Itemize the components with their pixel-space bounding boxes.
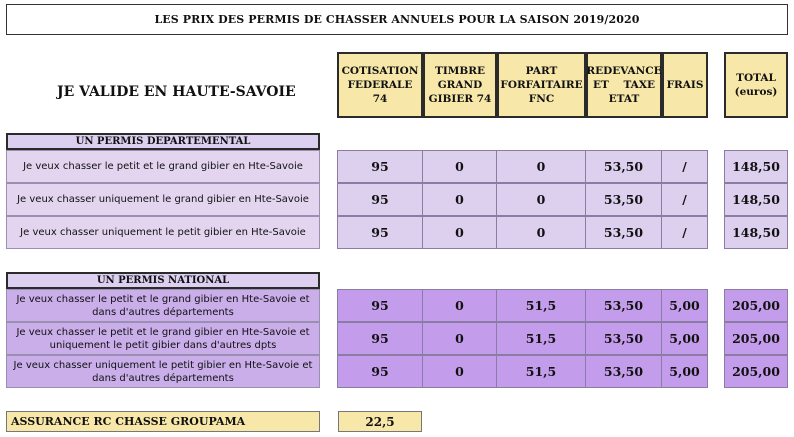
header-total (724, 52, 788, 118)
cell-timbre: 0 (423, 216, 497, 249)
row-description-line: dans d'autres départements (92, 306, 234, 318)
cell-part: 51,5 (497, 355, 586, 388)
header-line: GRAND (437, 79, 483, 91)
assurance-label: ASSURANCE RC CHASSE GROUPAMA (6, 411, 320, 432)
cell-redevance: 53,50 (586, 355, 662, 388)
cell-total: 148,50 (724, 183, 788, 216)
assurance-value: 22,5 (338, 411, 422, 432)
cell-redevance: 53,50 (586, 216, 662, 249)
header-line: TIMBRE (435, 65, 485, 77)
cell-total: 205,00 (724, 355, 788, 388)
cell-cotisation: 95 (337, 355, 423, 388)
row-description (6, 183, 320, 216)
row-description-line: uniquement le petit gibier dans d'autres dpts (49, 339, 277, 351)
header-line: (euros) (734, 86, 778, 98)
header-line: FNC (528, 93, 555, 105)
header-cotisation (337, 52, 423, 118)
cell-timbre: 0 (423, 322, 497, 355)
header-frais (662, 52, 708, 118)
cell-total: 205,00 (724, 322, 788, 355)
row-description (6, 289, 320, 322)
cell-part: 51,5 (497, 289, 586, 322)
header-line: ET TAXE (593, 79, 655, 91)
cell-timbre: 0 (423, 355, 497, 388)
cell-timbre: 0 (423, 183, 497, 216)
header-line: ETAT (608, 93, 640, 105)
row-description-line: Je veux chasser le petit et le grand gibier en Hte-Savoie (23, 161, 303, 172)
cell-timbre: 0 (423, 289, 497, 322)
cell-redevance: 53,50 (586, 150, 662, 183)
cell-redevance: 53,50 (586, 322, 662, 355)
subtitle: JE VALIDE EN HAUTE-SAVOIE (57, 84, 296, 100)
page-title: LES PRIX DES PERMIS DE CHASSER ANNUELS POUR LA SAISON 2019/2020 (6, 4, 788, 35)
header-line: TOTAL (736, 72, 776, 84)
cell-frais: / (662, 150, 708, 183)
row-description-line: Je veux chasser le petit et le grand gibier en Hte-Savoie et (16, 293, 310, 305)
cell-cotisation: 95 (337, 289, 423, 322)
header-part (497, 52, 586, 118)
row-description-line: Je veux chasser le petit et le grand gibier en Hte-Savoie et (16, 326, 310, 338)
header-line: GIBIER 74 (428, 93, 492, 105)
header-line: COTISATION (341, 65, 419, 77)
row-description-line: Je veux chasser uniquement le grand gibier en Hte-Savoie (17, 194, 309, 205)
cell-redevance: 53,50 (586, 289, 662, 322)
cell-frais: 5,00 (662, 322, 708, 355)
cell-frais: 5,00 (662, 355, 708, 388)
cell-timbre: 0 (423, 150, 497, 183)
header-line: FORFAITAIRE (500, 79, 583, 91)
row-description (6, 322, 320, 355)
row-description-line: dans d'autres départements (92, 372, 234, 384)
cell-frais: / (662, 216, 708, 249)
cell-part: 0 (497, 216, 586, 249)
cell-part: 0 (497, 150, 586, 183)
cell-part: 0 (497, 183, 586, 216)
header-line: REDEVANCE (586, 65, 662, 77)
header-line: FEDERALE 74 (347, 79, 413, 105)
cell-frais: / (662, 183, 708, 216)
row-description-line: Je veux chasser uniquement le petit gibier en Hte-Savoie (20, 227, 306, 238)
cell-cotisation: 95 (337, 150, 423, 183)
row-description (6, 355, 320, 388)
cell-total: 148,50 (724, 150, 788, 183)
cell-cotisation: 95 (337, 183, 423, 216)
section-label-national: UN PERMIS NATIONAL (6, 272, 320, 289)
cell-frais: 5,00 (662, 289, 708, 322)
header-line: PART (525, 65, 558, 77)
cell-redevance: 53,50 (586, 183, 662, 216)
section-label-departemental: UN PERMIS DEPARTEMENTAL (6, 133, 320, 150)
cell-part: 51,5 (497, 322, 586, 355)
header-line: FRAIS (666, 79, 704, 91)
header-redevance (586, 52, 662, 118)
row-description (6, 150, 320, 183)
row-description (6, 216, 320, 249)
header-timbre (423, 52, 497, 118)
cell-cotisation: 95 (337, 322, 423, 355)
cell-total: 148,50 (724, 216, 788, 249)
cell-total: 205,00 (724, 289, 788, 322)
row-description-line: Je veux chasser uniquement le petit gibier en Hte-Savoie et (13, 359, 313, 371)
cell-cotisation: 95 (337, 216, 423, 249)
